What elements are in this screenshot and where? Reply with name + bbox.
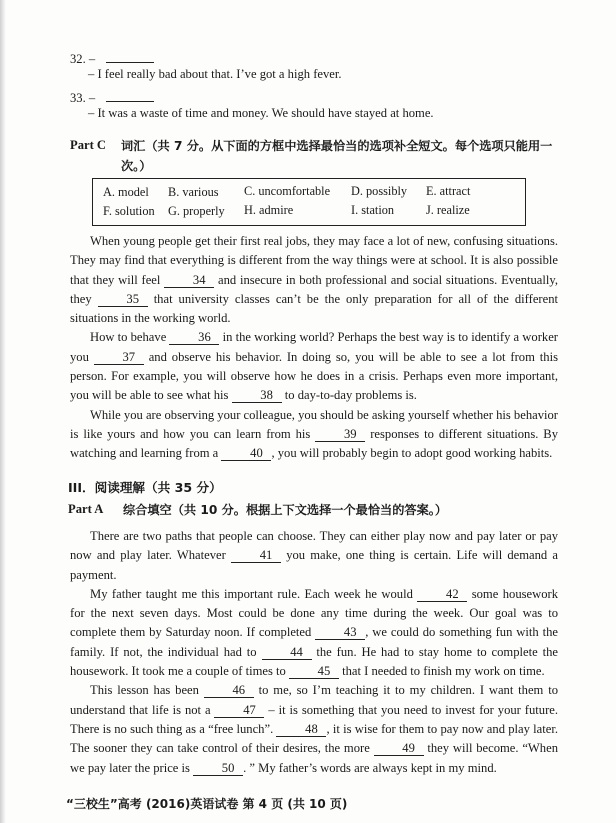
- passage-text: responses to different situations. By watching and learning from a: [70, 426, 559, 461]
- question-number: 33. –: [70, 91, 96, 105]
- blank-43[interactable]: 43: [315, 626, 365, 640]
- option-h: H. admire: [244, 203, 294, 217]
- passage-text: My father taught me this important rule. Each week he would: [90, 586, 413, 601]
- passage-text: This lesson has been: [90, 683, 199, 698]
- blank-42[interactable]: 42: [417, 588, 467, 602]
- passage-paragraph-2: [70, 328, 558, 405]
- passage-text: the fun. He had to stay home to complete the housework. It took me a couple of times to: [70, 644, 558, 679]
- passage-text: When young people get their first real jobs, they may face a lot of new, confusing situations. They may find that everything is different from the way things were at school. It is also possible that they will feel: [70, 234, 558, 287]
- passage-text: There are two paths that people can choose. They can either play now and pay later or pay now and play later. Whatever: [70, 529, 558, 563]
- blank-46[interactable]: 46: [204, 684, 254, 698]
- passage-text: , you will probably begin to adopt good working habits.: [271, 446, 553, 461]
- part-c-label: Part C: [70, 138, 107, 152]
- option-c: C. uncomfortable: [244, 184, 331, 198]
- dialogue-reply: – It was a waste of time and money. We should have stayed at home.: [88, 106, 434, 120]
- dialogue-reply: – I feel really bad about that. I’ve got a high fever.: [88, 67, 342, 81]
- blank-49[interactable]: 49: [374, 742, 424, 756]
- blank-39[interactable]: 39: [315, 428, 365, 442]
- passage-text: some housework for the next seven days. Most could be done any time during the week. Our goal was to complete them by Saturday noon. If completed: [70, 586, 558, 640]
- part-a-instruction: 综合填空（共 10 分。根据上下文选择一个最恰当的答案。）: [123, 503, 448, 517]
- passage-paragraph-3: [70, 681, 558, 777]
- passage-text: they will become. “When we pay later the price is: [70, 741, 558, 775]
- option-f: F. solution: [103, 204, 155, 218]
- passage-text: that I needed to finish my work on time.: [342, 664, 545, 679]
- passage-text: , we could do something fun with the family. If not, the individual had to: [70, 625, 558, 659]
- part-c-passage: [70, 232, 558, 464]
- blank-45[interactable]: 45: [289, 665, 339, 679]
- blank-48[interactable]: 48: [276, 723, 326, 737]
- passage-text: to day-to-day problems is.: [284, 388, 417, 403]
- answer-blank[interactable]: [106, 50, 154, 63]
- blank-50[interactable]: 50: [193, 762, 243, 776]
- section-iii-heading: III．阅读理解（共 35 分）: [68, 480, 222, 495]
- scan-edge-shadow: [0, 0, 6, 823]
- option-e: E. attract: [426, 184, 471, 198]
- passage-text: and observe his behavior. In doing so, you will be able to see a lot from this person. For example, you will observe how he does in a crisis. Perhaps even more important, you will be able to see what his: [70, 349, 558, 403]
- page-footer: “三校生”高考 (2016)英语试卷 第 4 页 (共 10 页): [66, 797, 348, 811]
- passage-text: to me, so I’m teaching it to my children. I want them to understand that life is not a: [70, 683, 558, 717]
- option-d: D. possibly: [351, 184, 408, 198]
- passage-paragraph-1: [70, 527, 558, 585]
- question-32: [70, 50, 154, 67]
- option-j: J. realize: [426, 203, 470, 217]
- blank-41[interactable]: 41: [231, 549, 281, 563]
- option-b: B. various: [168, 185, 219, 199]
- part-c-instruction-cont: 次。）: [121, 159, 152, 173]
- part-a-passage: [70, 527, 558, 778]
- answer-blank[interactable]: [106, 89, 154, 102]
- passage-paragraph-2: [70, 585, 558, 681]
- question-33: [70, 89, 154, 106]
- blank-38[interactable]: 38: [232, 389, 282, 403]
- part-a-label: Part A: [68, 502, 104, 516]
- passage-text: you make, one thing is certain. Life will demand a payment.: [70, 548, 558, 582]
- passage-text: While you are observing your colleague, you should be asking yourself whether his behavior is like yours and how you can learn from his: [70, 407, 558, 441]
- passage-text: and insecure in both professional and social situations. Eventually, they: [70, 272, 559, 306]
- blank-37[interactable]: 37: [94, 351, 144, 365]
- passage-text: – it is something that you need to invest for your future. There is no such thing as a “free lunch”.: [70, 702, 559, 736]
- passage-text: that university classes can’t be the only preparation for all of the different situations in the working world.: [70, 291, 558, 326]
- blank-44[interactable]: 44: [262, 646, 312, 660]
- passage-paragraph-3: [70, 406, 558, 464]
- option-a: A. model: [103, 185, 149, 199]
- blank-36[interactable]: 36: [169, 331, 219, 345]
- passage-text: . ” My father’s words are always kept in my mind.: [243, 760, 497, 775]
- passage-paragraph-1: [70, 232, 558, 328]
- option-g: G. properly: [168, 204, 225, 218]
- question-number: 32. –: [70, 52, 96, 66]
- blank-47[interactable]: 47: [214, 704, 264, 718]
- option-i: I. station: [351, 203, 395, 217]
- passage-text: How to behave: [90, 330, 167, 345]
- passage-text: , it is wise for them to pay now and play later. The sooner they can take control of their desires, the more: [70, 721, 558, 756]
- blank-34[interactable]: 34: [164, 274, 214, 288]
- part-c-instruction: 词汇（共 7 分。从下面的方框中选择最恰当的选项补全短文。每个选项只能用一: [121, 139, 553, 153]
- blank-35[interactable]: 35: [98, 293, 148, 307]
- blank-40[interactable]: 40: [221, 447, 271, 461]
- passage-text: in the working world? Perhaps the best way is to identify a worker you: [70, 330, 558, 364]
- options-box: [92, 178, 526, 226]
